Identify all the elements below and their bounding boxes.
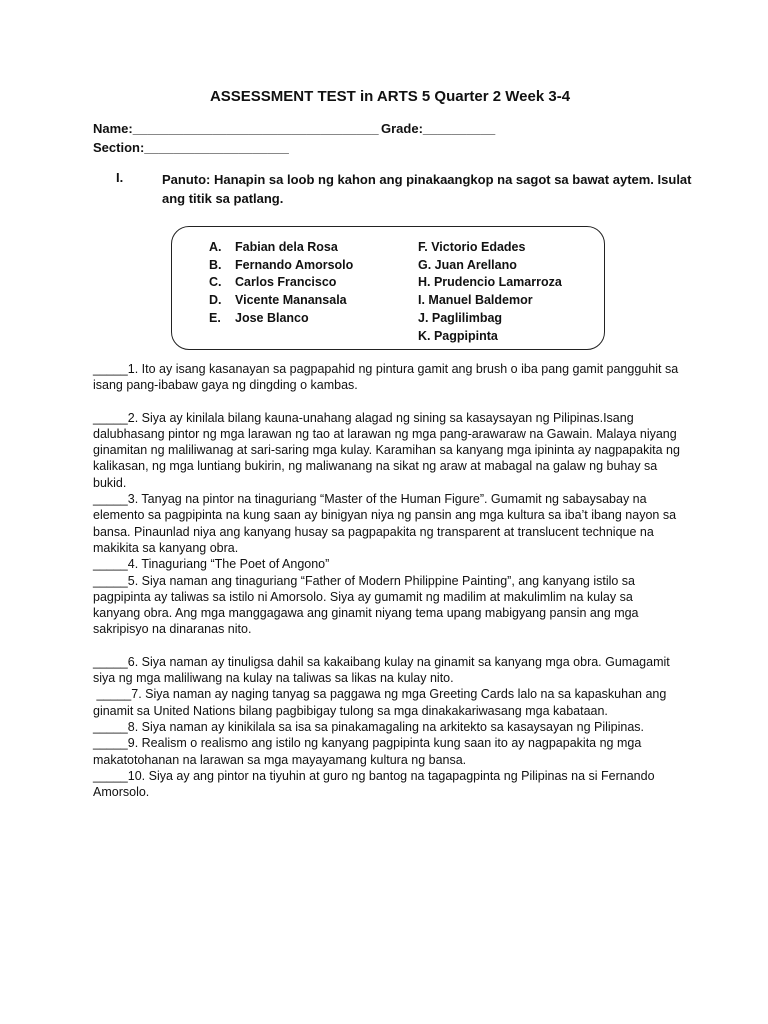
question-list [93,361,683,800]
question-item-4: _____4. Tinaguriang “The Poet of Angono” [93,557,330,572]
choice-c: C. Carlos Francisco [209,275,337,290]
choice-i: I. Manuel Baldemor [418,293,533,308]
choices-box [171,226,605,350]
choice-g: G. Juan Arellano [418,257,517,272]
choice-a: A. Fabian dela Rosa [209,240,338,254]
question-item-1: _____1. Ito ay isang kasanayan sa pagpapahid ng pintura gamit ang brush o iba pang gamit pangguhit sa isang pang-ibabaw gaya ng dingding o kambas. [93,362,679,393]
choices-left-column [209,239,353,328]
spacer [93,638,683,654]
choice-f: F. Victorio Edades [418,240,526,254]
directions-text: Panuto: Hanapin sa loob ng kahon ang pinakaangkop na sagot sa bawat aytem. Isulat ang titik sa patlang. [162,172,692,206]
section-field: Section:____________________ [93,140,289,155]
question-item-5: _____5. Siya naman ang tinaguriang “Father of Modern Philippine Painting”, ang kanyang istilo sa pagpipinta ay taliwas sa istilo ni Amorsolo. Siya ay gumamit ng madilim at makulimlim na kulay sa kanyang obra. Ang mga manggagawa ang ginamit niyang tema upang mabigyang pansin ang mga sakripisyo na dinaranas nito. [93,573,639,637]
choices-right-column [418,239,562,345]
page-title: ASSESSMENT TEST in ARTS 5 Quarter 2 Week 3-4 [209,88,571,105]
choice-e: E. Jose Blanco [209,310,309,325]
choice-j: J. Paglilimbag [418,310,503,325]
question-item-8: _____8. Siya naman ay kinikilala sa isa sa pinakamagaling na arkitekto sa kasaysayan ng Pilipinas. [93,719,645,734]
choice-b: B. Fernando Amorsolo [209,257,354,272]
grade-field: Grade:__________ [381,121,496,136]
question-item-3: _____3. Tanyag na pintor na tinaguriang “Master of the Human Figure”. Gumamit ng sabaysabay na elemento sa pagpipinta na kung saan ay binigyan niya ng pansin ang mga kultura sa iba’t ibang nayon sa bansa. Pinaunlad niya ang kanyang husay sa pagpapakita ng transparent at translucent technique na makikita sa kanyang obra. [93,492,677,555]
question-item-9: _____9. Realism o realismo ang istilo ng kanyang pagpipinta kung saan ito ay nagpapakita ng mga makatotohanan na larawan sa mga mayayamang kultura ng bansa. [93,736,642,767]
directions-number: I. [116,170,124,185]
question-item-10: _____10. Siya ay ang pintor na tiyuhin at guro ng bantog na tagapagpinta ng Pilipinas na si Fernando Amorsolo. [93,768,655,800]
choice-h: H. Prudencio Lamarroza [418,275,562,290]
question-item-7: _____7. Siya naman ay naging tanyag sa paggawa ng mga Greeting Cards lalo na sa kapaskuhan ang ginamit sa United Nations bilang pagbibigay tulong sa mga dinakakariwasang mga kabataan. [93,687,670,718]
choice-k: K. Pagpipinta [418,328,498,343]
spacer [93,394,683,410]
question-item-2: _____2. Siya ay kinilala bilang kauna-unahang alagad ng sining sa kasaysayan ng Pilipinas.Isang dalubhasang pintor ng mga larawan ng tao at larawan ng mga pang-arawaraw na Gawain. Malaya niyang ginamitan ng maliliwanag at sari-saring mga kulay. Karamihan sa kanyang mga ipininta ay nagpapakita ng kalikasan, ng mga luntiang bukirin, ng maliwanang na sikat ng araw at mabagal na galaw ng buhay sa bukid. [93,410,680,490]
question-item-6: _____6. Siya naman ay tinuligsa dahil sa kakaibang kulay na ginamit sa kanyang mga obra. Gumagamit siya ng mga maliliwang na kulay na taliwas sa likas na kulay nito. [93,654,670,686]
name-field: Name:__________________________________ [93,121,379,136]
choice-d: D. Vicente Manansala [209,293,347,308]
